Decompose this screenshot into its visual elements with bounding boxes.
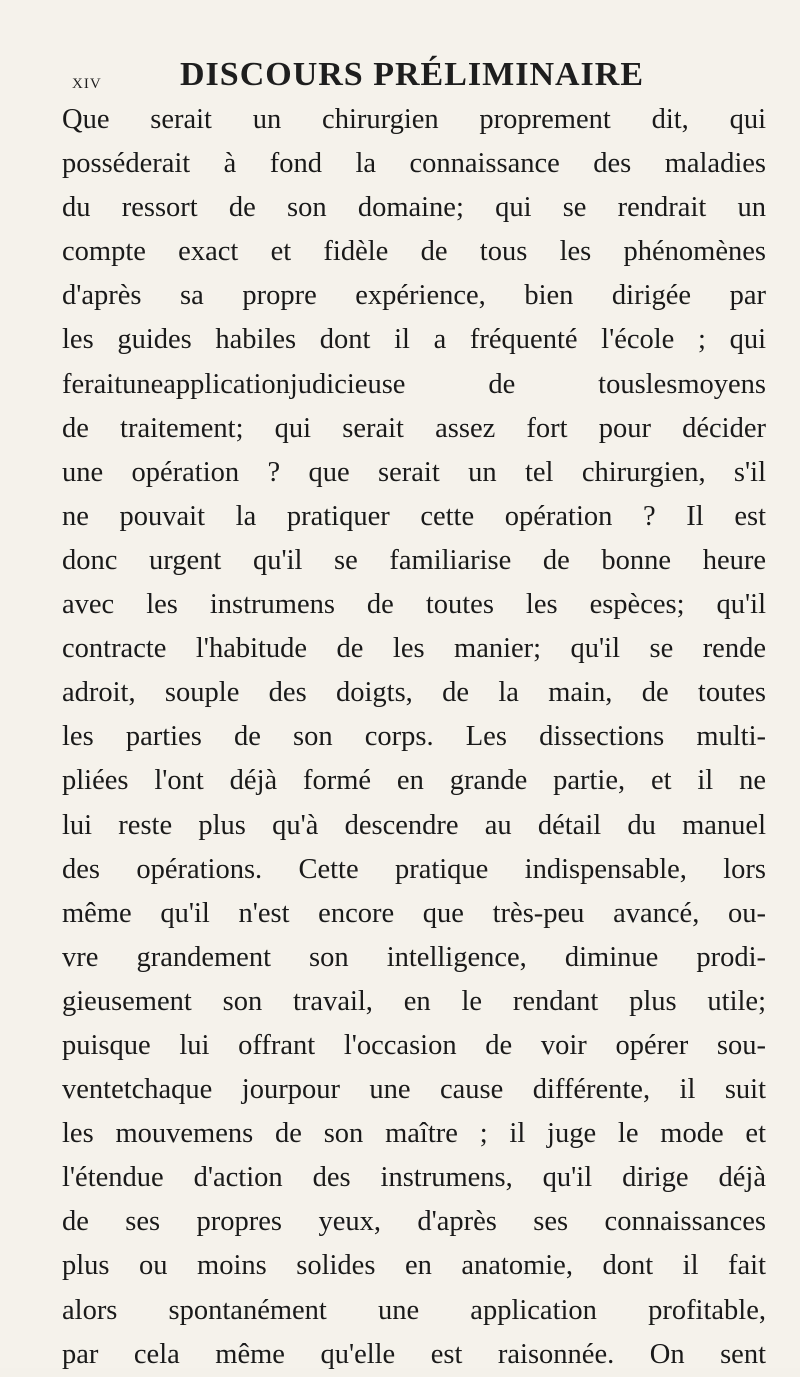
text-line: puisque lui offrant l'occasion de voir opérer sou- <box>62 1029 766 1061</box>
text-line: plus ou moins solides en anatomie, dont il fait <box>62 1250 766 1282</box>
text-line: adroit, souple des doigts, de la main, de toutes <box>62 677 766 709</box>
text-line: feraituneapplicationjudicieuse de touslesmoyens <box>62 368 766 400</box>
text-line: l'étendue d'action des instrumens, qu'il dirige déjà <box>62 1162 766 1194</box>
text-line: Que serait un chirurgien proprement dit, qui <box>62 104 766 135</box>
text-line: contracte l'habitude de les manier; qu'il se rende <box>62 633 766 665</box>
text-line: les mouvemens de son maître ; il juge le mode et <box>62 1118 766 1150</box>
running-head: DISCOURS PRÉLIMINAIRE <box>180 56 645 93</box>
body-text <box>62 98 766 1377</box>
text-line: pliées l'ont déjà formé en grande partie, et il ne <box>62 765 766 797</box>
text-line: donc urgent qu'il se familiarise de bonne heure <box>62 544 766 576</box>
text-line: de traitement; qui serait assez fort pour décider <box>62 412 766 444</box>
text-line: avec les instrumens de toutes les espèces; qu'il <box>62 589 766 621</box>
text-line: des opérations. Cette pratique indispensable, lors <box>62 853 766 885</box>
text-line: les parties de son corps. Les dissections multi- <box>62 721 766 753</box>
text-line: du ressort de son domaine; qui se rendrait un <box>62 192 766 224</box>
text-line: ventetchaque jourpour une cause différente, il suit <box>62 1074 766 1106</box>
text-line: les guides habiles dont il a fréquenté l'école ; qui <box>62 324 766 356</box>
text-line: ne pouvait la pratiquer cette opération ? Il est <box>62 500 766 532</box>
page-number: xiv <box>72 68 102 93</box>
text-line: par cela même qu'elle est raisonnée. On sent <box>62 1338 766 1370</box>
text-line: lui reste plus qu'à descendre au détail du manuel <box>62 809 766 841</box>
text-line: gieusement son travail, en le rendant plus utile; <box>62 985 766 1017</box>
text-line: d'après sa propre expérience, bien dirigée par <box>62 280 766 312</box>
text-line: compte exact et fidèle de tous les phénomènes <box>62 236 766 268</box>
text-line: posséderait à fond la connaissance des maladies <box>62 148 766 180</box>
text-line: une opération ? que serait un tel chirurgien, s'il <box>62 456 766 488</box>
text-line: alors spontanément une application profitable, <box>62 1294 766 1326</box>
text-line: même qu'il n'est encore que très-peu avancé, ou- <box>62 897 766 929</box>
text-line: de ses propres yeux, d'après ses connaissances <box>62 1206 766 1238</box>
text-line: vre grandement son intelligence, diminue prodi- <box>62 941 766 973</box>
